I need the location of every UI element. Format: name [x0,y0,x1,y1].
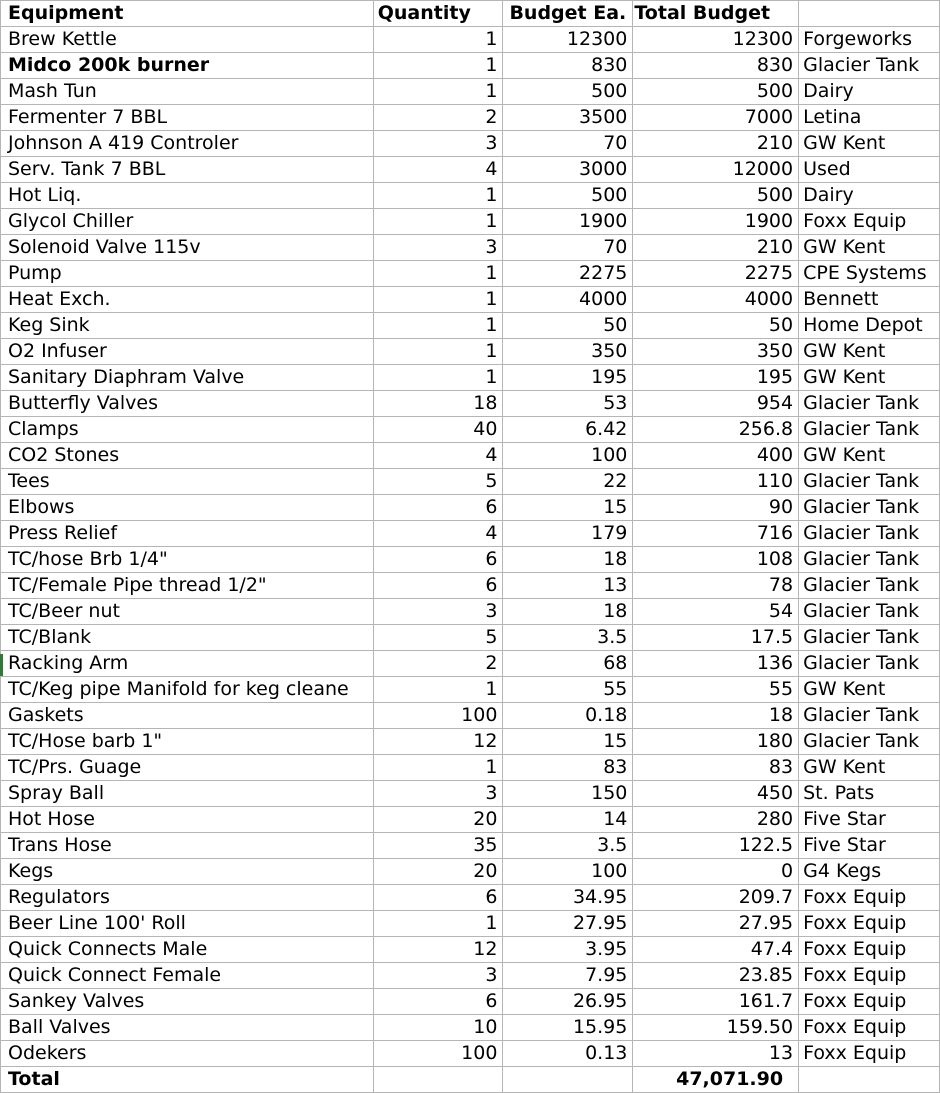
equipment-cell[interactable]: Quick Connects Male [1,937,374,963]
equipment-cell[interactable]: Elbows [1,495,374,521]
total-budget-cell[interactable]: 110 [633,469,799,495]
budget-each-cell[interactable]: 0.13 [503,1041,633,1067]
equipment-cell[interactable]: Heat Exch. [1,287,374,313]
table-row [1,105,940,131]
budget-each-cell[interactable]: 500 [503,183,633,209]
budget-each-cell[interactable]: 100 [503,859,633,885]
equipment-cell[interactable]: TC/Keg pipe Manifold for keg cleane [1,677,374,703]
table-row [1,339,940,365]
supplier-cell[interactable]: Forgeworks [799,27,940,53]
budget-each-cell[interactable]: 26.95 [503,989,633,1015]
budget-each-cell[interactable]: 14 [503,807,633,833]
supplier-cell[interactable]: GW Kent [799,677,940,703]
supplier-cell[interactable]: Glacier Tank [799,599,940,625]
budget-each-cell[interactable]: 18 [503,599,633,625]
quantity-cell[interactable]: 6 [373,495,503,521]
table-row [1,703,940,729]
supplier-cell[interactable]: Foxx Equip [799,937,940,963]
budget-each-cell[interactable]: 3.5 [503,833,633,859]
supplier-cell[interactable]: Five Star [799,807,940,833]
quantity-cell[interactable]: 3 [373,235,503,261]
budget-each-cell[interactable]: 350 [503,339,633,365]
table-row [1,547,940,573]
total-value-cell[interactable]: 47,071.90 [633,1067,799,1093]
total-budget-cell[interactable]: 122.5 [633,833,799,859]
total-budget-cell[interactable]: 0 [633,859,799,885]
budget-each-cell[interactable]: 12300 [503,27,633,53]
table-row [1,599,940,625]
equipment-cell[interactable]: Quick Connect Female [1,963,374,989]
total-budget-cell[interactable]: 18 [633,703,799,729]
table-row [1,443,940,469]
table-row [1,365,940,391]
supplier-cell[interactable]: Glacier Tank [799,625,940,651]
budget-each-cell[interactable]: 6.42 [503,417,633,443]
total-budget-cell[interactable]: 350 [633,339,799,365]
total-budget-cell[interactable]: 55 [633,677,799,703]
table-row [1,1015,940,1041]
total-budget-cell[interactable]: 159.50 [633,1015,799,1041]
quantity-cell[interactable]: 2 [373,651,503,677]
quantity-cell[interactable]: 20 [373,859,503,885]
quantity-cell[interactable]: 1 [373,911,503,937]
table-row [1,781,940,807]
supplier-cell[interactable]: Glacier Tank [799,495,940,521]
supplier-cell[interactable]: Foxx Equip [799,989,940,1015]
header-budget-each-cell[interactable]: Budget Ea. [503,1,633,27]
table-row [1,495,940,521]
supplier-cell[interactable]: GW Kent [799,443,940,469]
quantity-cell[interactable]: 4 [373,521,503,547]
equipment-cell[interactable]: Butterfly Valves [1,391,374,417]
header-equipment-cell[interactable]: Equipment [1,1,374,27]
total-budget-cell[interactable]: 2275 [633,261,799,287]
table-row [1,625,940,651]
quantity-cell[interactable]: 4 [373,443,503,469]
total-budget-cell[interactable]: 17.5 [633,625,799,651]
table-row [1,131,940,157]
total-budget-cell[interactable]: 78 [633,573,799,599]
budget-each-cell[interactable]: 70 [503,235,633,261]
supplier-cell[interactable]: Dairy [799,183,940,209]
budget-each-cell[interactable]: 55 [503,677,633,703]
total-budget-cell[interactable]: 195 [633,365,799,391]
table-row [1,313,940,339]
quantity-cell[interactable]: 1 [373,287,503,313]
quantity-cell[interactable]: 1 [373,27,503,53]
table-row [1,287,940,313]
total-budget-cell[interactable]: 7000 [633,105,799,131]
supplier-cell[interactable]: Glacier Tank [799,53,940,79]
budget-each-cell[interactable]: 2275 [503,261,633,287]
budget-each-cell[interactable]: 50 [503,313,633,339]
supplier-cell[interactable]: Bennett [799,287,940,313]
equipment-cell[interactable]: Sankey Valves [1,989,374,1015]
equipment-cell[interactable]: Fermenter 7 BBL [1,105,374,131]
table-row [1,573,940,599]
equipment-cell[interactable]: Serv. Tank 7 BBL [1,157,374,183]
supplier-cell[interactable]: GW Kent [799,755,940,781]
supplier-cell[interactable]: Foxx Equip [799,911,940,937]
table-row [1,157,940,183]
supplier-cell[interactable]: GW Kent [799,235,940,261]
budget-each-cell[interactable]: 15.95 [503,1015,633,1041]
header-row [1,1,940,27]
total-budget-cell[interactable]: 13 [633,1041,799,1067]
table-row [1,79,940,105]
budget-each-cell[interactable]: 15 [503,495,633,521]
supplier-cell[interactable]: Glacier Tank [799,703,940,729]
supplier-cell[interactable]: Glacier Tank [799,651,940,677]
equipment-cell[interactable]: Ball Valves [1,1015,374,1041]
table-row [1,911,940,937]
table-row [1,755,940,781]
quantity-cell[interactable]: 3 [373,963,503,989]
supplier-cell[interactable]: Glacier Tank [799,469,940,495]
total-budget-cell[interactable]: 954 [633,391,799,417]
table-row [1,937,940,963]
budget-each-cell[interactable]: 100 [503,443,633,469]
table-row [1,807,940,833]
equipment-cell[interactable]: TC/hose Brb 1/4" [1,547,374,573]
budget-each-cell[interactable]: 18 [503,547,633,573]
quantity-cell[interactable]: 1 [373,313,503,339]
quantity-cell[interactable]: 20 [373,807,503,833]
total-budget-cell[interactable]: 716 [633,521,799,547]
total-budget-cell[interactable]: 500 [633,183,799,209]
budget-each-cell[interactable]: 83 [503,755,633,781]
supplier-cell[interactable]: GW Kent [799,339,940,365]
quantity-cell[interactable]: 1 [373,79,503,105]
budget-each-cell[interactable]: 500 [503,79,633,105]
total-budget-cell[interactable]: 1900 [633,209,799,235]
quantity-cell[interactable]: 6 [373,885,503,911]
total-budget-cell[interactable]: 12300 [633,27,799,53]
quantity-cell[interactable]: 1 [373,261,503,287]
table-row [1,521,940,547]
table-row [1,963,940,989]
supplier-cell[interactable]: St. Pats [799,781,940,807]
budget-each-cell[interactable]: 15 [503,729,633,755]
total-budget-cell[interactable]: 500 [633,79,799,105]
total-budget-cell[interactable]: 83 [633,755,799,781]
equipment-cell[interactable]: Clamps [1,417,374,443]
total-budget-cell[interactable]: 54 [633,599,799,625]
table-row [1,391,940,417]
quantity-cell[interactable]: 100 [373,1041,503,1067]
supplier-cell[interactable]: Glacier Tank [799,391,940,417]
supplier-cell[interactable]: Glacier Tank [799,521,940,547]
equipment-cell[interactable]: Hot Liq. [1,183,374,209]
budget-each-cell[interactable]: 4000 [503,287,633,313]
table-row [1,417,940,443]
table-row [1,261,940,287]
supplier-cell[interactable]: Glacier Tank [799,729,940,755]
equipment-cell[interactable]: Beer Line 100' Roll [1,911,374,937]
quantity-cell[interactable]: 1 [373,339,503,365]
quantity-cell[interactable]: 10 [373,1015,503,1041]
total-budget-cell[interactable]: 161.7 [633,989,799,1015]
total-budget-cell[interactable]: 210 [633,131,799,157]
total-budget-cell[interactable]: 50 [633,313,799,339]
quantity-cell[interactable]: 1 [373,183,503,209]
supplier-cell[interactable]: Glacier Tank [799,547,940,573]
total-budget-cell[interactable]: 450 [633,781,799,807]
equipment-cell[interactable]: TC/Female Pipe thread 1/2" [1,573,374,599]
supplier-cell[interactable]: Foxx Equip [799,885,940,911]
quantity-cell[interactable]: 6 [373,573,503,599]
quantity-cell[interactable]: 3 [373,599,503,625]
total-budget-cell[interactable]: 4000 [633,287,799,313]
quantity-cell[interactable]: 6 [373,989,503,1015]
supplier-cell[interactable]: Foxx Equip [799,963,940,989]
equipment-cell[interactable]: TC/Prs. Guage [1,755,374,781]
budget-each-cell[interactable]: 13 [503,573,633,599]
quantity-cell[interactable]: 1 [373,53,503,79]
supplier-cell[interactable]: Letina [799,105,940,131]
budget-each-cell[interactable]: 830 [503,53,633,79]
table-row [1,651,940,677]
total-budget-cell[interactable]: 180 [633,729,799,755]
table-row [1,469,940,495]
supplier-cell[interactable]: Glacier Tank [799,417,940,443]
total-budget-cell[interactable]: 23.85 [633,963,799,989]
table-row [1,989,940,1015]
row-selection-marker [0,654,3,676]
equipment-cell[interactable]: Sanitary Diaphram Valve [1,365,374,391]
equipment-cell[interactable]: O2 Infuser [1,339,374,365]
total-budget-cell[interactable]: 90 [633,495,799,521]
supplier-cell[interactable]: Dairy [799,79,940,105]
total-budget-cell[interactable]: 209.7 [633,885,799,911]
supplier-cell[interactable]: GW Kent [799,365,940,391]
equipment-cell[interactable]: Press Relief [1,521,374,547]
table-row [1,833,940,859]
quantity-cell[interactable]: 18 [373,391,503,417]
table-row [1,885,940,911]
total-budget-cell[interactable]: 210 [633,235,799,261]
equipment-cell[interactable]: CO2 Stones [1,443,374,469]
budget-each-cell[interactable]: 3000 [503,157,633,183]
equipment-cell[interactable]: Keg Sink [1,313,374,339]
budget-each-cell[interactable]: 27.95 [503,911,633,937]
budget-each-cell[interactable]: 150 [503,781,633,807]
equipment-cell[interactable]: Regulators [1,885,374,911]
budget-each-cell[interactable]: 179 [503,521,633,547]
equipment-cell[interactable]: Solenoid Valve 115v [1,235,374,261]
equipment-cell[interactable]: Brew Kettle [1,27,374,53]
total-label-cell[interactable]: Total [1,1067,374,1093]
total-budget-cell[interactable]: 47.4 [633,937,799,963]
supplier-cell[interactable]: Glacier Tank [799,573,940,599]
header-quantity-cell[interactable]: Quantity [373,1,503,27]
budget-each-cell[interactable]: 3.5 [503,625,633,651]
total-budget-cell[interactable]: 12000 [633,157,799,183]
budget-each-cell[interactable]: 53 [503,391,633,417]
quantity-cell[interactable]: 2 [373,105,503,131]
total-row [1,1067,940,1093]
budget-each-cell[interactable]: 3500 [503,105,633,131]
supplier-cell[interactable]: CPE Systems [799,261,940,287]
equipment-cell[interactable]: Midco 200k burner [1,53,374,79]
quantity-cell[interactable]: 40 [373,417,503,443]
budget-each-cell[interactable]: 7.95 [503,963,633,989]
quantity-cell[interactable]: 4 [373,157,503,183]
quantity-cell[interactable]: 1 [373,209,503,235]
equipment-cell[interactable]: Pump [1,261,374,287]
total-budget-cell[interactable]: 136 [633,651,799,677]
quantity-cell[interactable]: 12 [373,729,503,755]
equipment-cell[interactable]: Mash Tun [1,79,374,105]
quantity-cell[interactable]: 12 [373,937,503,963]
total-budget-cell[interactable]: 400 [633,443,799,469]
total-budget-cell[interactable]: 256.8 [633,417,799,443]
table-row [1,1041,940,1067]
equipment-cell[interactable]: TC/Beer nut [1,599,374,625]
total-budget-cell[interactable]: 27.95 [633,911,799,937]
header-supplier-cell[interactable] [799,1,940,27]
budget-each-cell[interactable]: 70 [503,131,633,157]
table-row [1,183,940,209]
table-row [1,729,940,755]
supplier-cell[interactable]: Home Depot [799,313,940,339]
quantity-cell[interactable]: 5 [373,625,503,651]
equipment-cell[interactable]: Glycol Chiller [1,209,374,235]
quantity-cell[interactable]: 3 [373,131,503,157]
empty-cell[interactable] [799,1067,940,1093]
supplier-cell[interactable]: G4 Kegs [799,859,940,885]
budget-each-cell[interactable]: 0.18 [503,703,633,729]
table-row [1,53,940,79]
quantity-cell[interactable]: 3 [373,781,503,807]
quantity-cell[interactable]: 1 [373,365,503,391]
equipment-cell[interactable]: Johnson A 419 Controler [1,131,374,157]
equipment-cell[interactable]: Odekers [1,1041,374,1067]
table-row [1,859,940,885]
equipment-cell[interactable]: TC/Hose barb 1" [1,729,374,755]
budget-each-cell[interactable]: 195 [503,365,633,391]
table-row [1,209,940,235]
quantity-cell[interactable]: 6 [373,547,503,573]
total-budget-cell[interactable]: 280 [633,807,799,833]
supplier-cell[interactable]: Five Star [799,833,940,859]
equipment-cell[interactable]: TC/Blank [1,625,374,651]
quantity-cell[interactable]: 35 [373,833,503,859]
equipment-cell[interactable]: Tees [1,469,374,495]
supplier-cell[interactable]: Foxx Equip [799,1015,940,1041]
equipment-cell[interactable]: Kegs [1,859,374,885]
equipment-cell[interactable]: Trans Hose [1,833,374,859]
budget-each-cell[interactable]: 34.95 [503,885,633,911]
quantity-cell[interactable]: 1 [373,755,503,781]
supplier-cell[interactable]: Used [799,157,940,183]
equipment-cell[interactable]: Racking Arm [1,651,374,677]
equipment-cell[interactable]: Hot Hose [1,807,374,833]
quantity-cell[interactable]: 100 [373,703,503,729]
table-row [1,27,940,53]
equipment-cell[interactable]: Gaskets [1,703,374,729]
table-row [1,235,940,261]
supplier-cell[interactable]: Foxx Equip [799,1041,940,1067]
quantity-cell[interactable]: 1 [373,677,503,703]
table-row [1,677,940,703]
equipment-cell[interactable]: Spray Ball [1,781,374,807]
total-budget-cell[interactable]: 830 [633,53,799,79]
empty-cell[interactable] [373,1067,503,1093]
empty-cell[interactable] [503,1067,633,1093]
total-budget-cell[interactable]: 108 [633,547,799,573]
supplier-cell[interactable]: GW Kent [799,131,940,157]
budget-each-cell[interactable]: 22 [503,469,633,495]
header-total-budget-cell[interactable]: Total Budget [633,1,799,27]
budget-each-cell[interactable]: 1900 [503,209,633,235]
supplier-cell[interactable]: Foxx Equip [799,209,940,235]
budget-each-cell[interactable]: 3.95 [503,937,633,963]
quantity-cell[interactable]: 5 [373,469,503,495]
budget-each-cell[interactable]: 68 [503,651,633,677]
